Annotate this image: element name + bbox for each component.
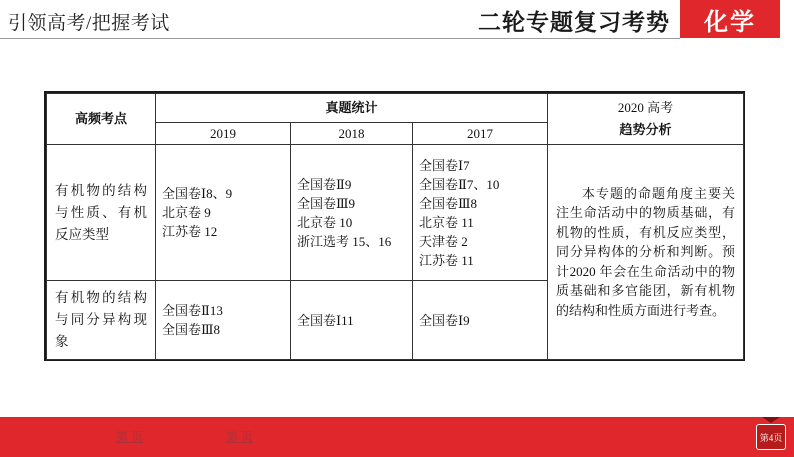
- year-header-2019: 2019: [156, 123, 291, 145]
- exam-statistics-table: [44, 91, 745, 361]
- next-page-link[interactable]: 第 页: [226, 430, 254, 444]
- down-arrow-icon[interactable]: [762, 417, 780, 423]
- topic-column-header: 高频考点: [47, 94, 156, 145]
- list-item: 北京卷 9: [162, 205, 211, 220]
- cell-2019: [156, 145, 291, 281]
- list-item: 全国卷Ⅰ8、9: [162, 186, 233, 201]
- list-item: 全国卷Ⅰ7: [419, 157, 470, 173]
- list-item: 天津卷 2: [419, 233, 468, 249]
- list-item: 北京卷 10: [297, 214, 353, 230]
- table-row: [47, 145, 744, 281]
- year-header-2018: 2018: [291, 123, 413, 145]
- list-item: 全国卷Ⅱ7、10: [419, 176, 500, 192]
- cell-2019: [156, 281, 291, 360]
- list-item: 江苏卷 11: [419, 252, 474, 268]
- cell-2018: [291, 281, 413, 360]
- page-number-badge[interactable]: 第4页: [756, 424, 786, 450]
- list-item: 浙江选考 15、16: [297, 233, 392, 249]
- list-item: 全国卷Ⅰ11: [297, 312, 354, 328]
- list-item: 全国卷Ⅲ8: [162, 322, 221, 337]
- year-header-2017: 2017: [413, 123, 548, 145]
- cell-2017: [413, 145, 548, 281]
- topic-cell: 有机物的结构与同分异构现象: [47, 281, 156, 360]
- header-divider: [0, 38, 680, 39]
- course-title: 二轮专题复习考势: [478, 10, 670, 35]
- subject-badge: 化学: [680, 0, 780, 38]
- analysis-header-line1: 2020 高考: [617, 100, 674, 115]
- list-item: 全国卷Ⅲ8: [419, 195, 478, 211]
- topic-cell: 有机物的结构与性质、有机反应类型: [47, 145, 156, 281]
- list-item: 全国卷Ⅲ9: [297, 195, 356, 211]
- prev-page-link[interactable]: 第 页: [116, 430, 144, 444]
- trend-analysis-text: 本专题的命题角度主要关注生命活动中的物质基础，有机物的性质，有机反应类型，同分异构体的分析和判断。预计2020 年会在生命活动中的物质基础和多官能团，新有机物的结构和性质方面进行考查。: [548, 145, 744, 360]
- breadcrumb: 引领高考/把握考试: [8, 13, 170, 34]
- analysis-header-line2: 趋势分析: [619, 122, 672, 137]
- cell-2018: [291, 145, 413, 281]
- list-item: 全国卷Ⅰ9: [419, 312, 470, 328]
- cell-2017: [413, 281, 548, 360]
- list-item: 江苏卷 12: [162, 224, 218, 239]
- list-item: 全国卷Ⅱ9: [297, 176, 352, 192]
- list-item: 全国卷Ⅱ13: [162, 303, 223, 318]
- analysis-column-header: [548, 94, 744, 145]
- stats-column-header: 真题统计: [156, 94, 548, 123]
- list-item: 北京卷 11: [419, 214, 474, 230]
